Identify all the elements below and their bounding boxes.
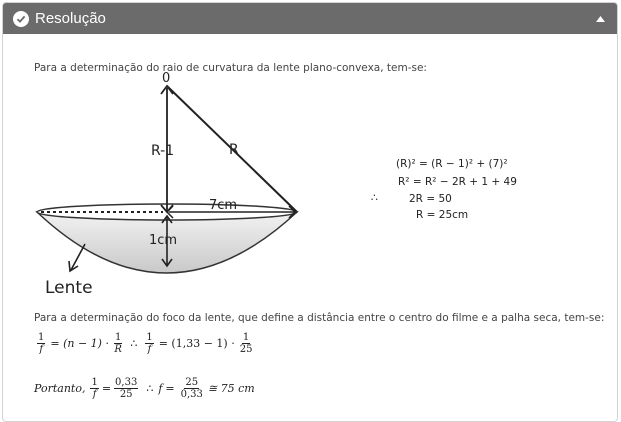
fraction-033-over-25: $\frac{0,33}{25}$ [115, 377, 138, 400]
lensmaker-formula: $\frac{1}{f}$ = (n − 1) · $\frac{1}{R}$ ∴ $\frac{1}{f}$ = (1,33 − 1) · $\frac{1}{25}$ [38, 332, 253, 355]
equation-line-2: R² = R² − 2R + 1 + 49 [398, 176, 517, 188]
panel-header[interactable] [3, 3, 617, 34]
equation-line-1: (R)² = (R − 1)² + (7)² [396, 158, 508, 170]
fraction-1-over-f: $\frac{1}{f}$ [38, 332, 45, 355]
intro-text: Para a determinação do raio de curvatura da lente plano-convexa, tem-se: [34, 62, 427, 74]
fraction-1-over-f-2: $\frac{1}{f}$ [146, 332, 153, 355]
panel-content [3, 34, 617, 421]
label-1cm: 1cm [149, 233, 178, 248]
check-circle-icon [13, 11, 29, 27]
therefore-symbol: ∴ [371, 192, 378, 204]
resolution-panel [2, 2, 618, 422]
fraction-1-over-f-3: $\frac{1}{f}$ [91, 377, 98, 400]
panel-title: Resolução [35, 10, 106, 27]
label-7cm: 7cm [209, 198, 238, 213]
lens-diagram [31, 72, 316, 312]
label-r: R [229, 142, 239, 158]
equation-line-3: 2R = 50 [409, 193, 452, 205]
equation-line-4: R = 25cm [416, 209, 469, 221]
fraction-1-over-r: $\frac{1}{R}$ [114, 332, 122, 355]
fraction-25-over-033: $\frac{25}{0,33}$ [180, 377, 203, 400]
focal-result-formula: Portanto, $\frac{1}{f}$ = $\frac{0,33}{25}$ ∴ f = $\frac{25}{0,33}$ ≅ 75 cm [34, 377, 255, 400]
label-r-minus-1: R-1 [151, 143, 175, 159]
focus-text: Para a determinação do foco da lente, que define a distância entre o centro do filme e a palha seca, tem-se: [34, 312, 605, 324]
label-lente: Lente [45, 278, 93, 298]
caret-up-icon[interactable] [593, 12, 607, 26]
fraction-1-over-25: $\frac{1}{25}$ [239, 332, 253, 355]
label-origin: 0 [162, 72, 171, 86]
